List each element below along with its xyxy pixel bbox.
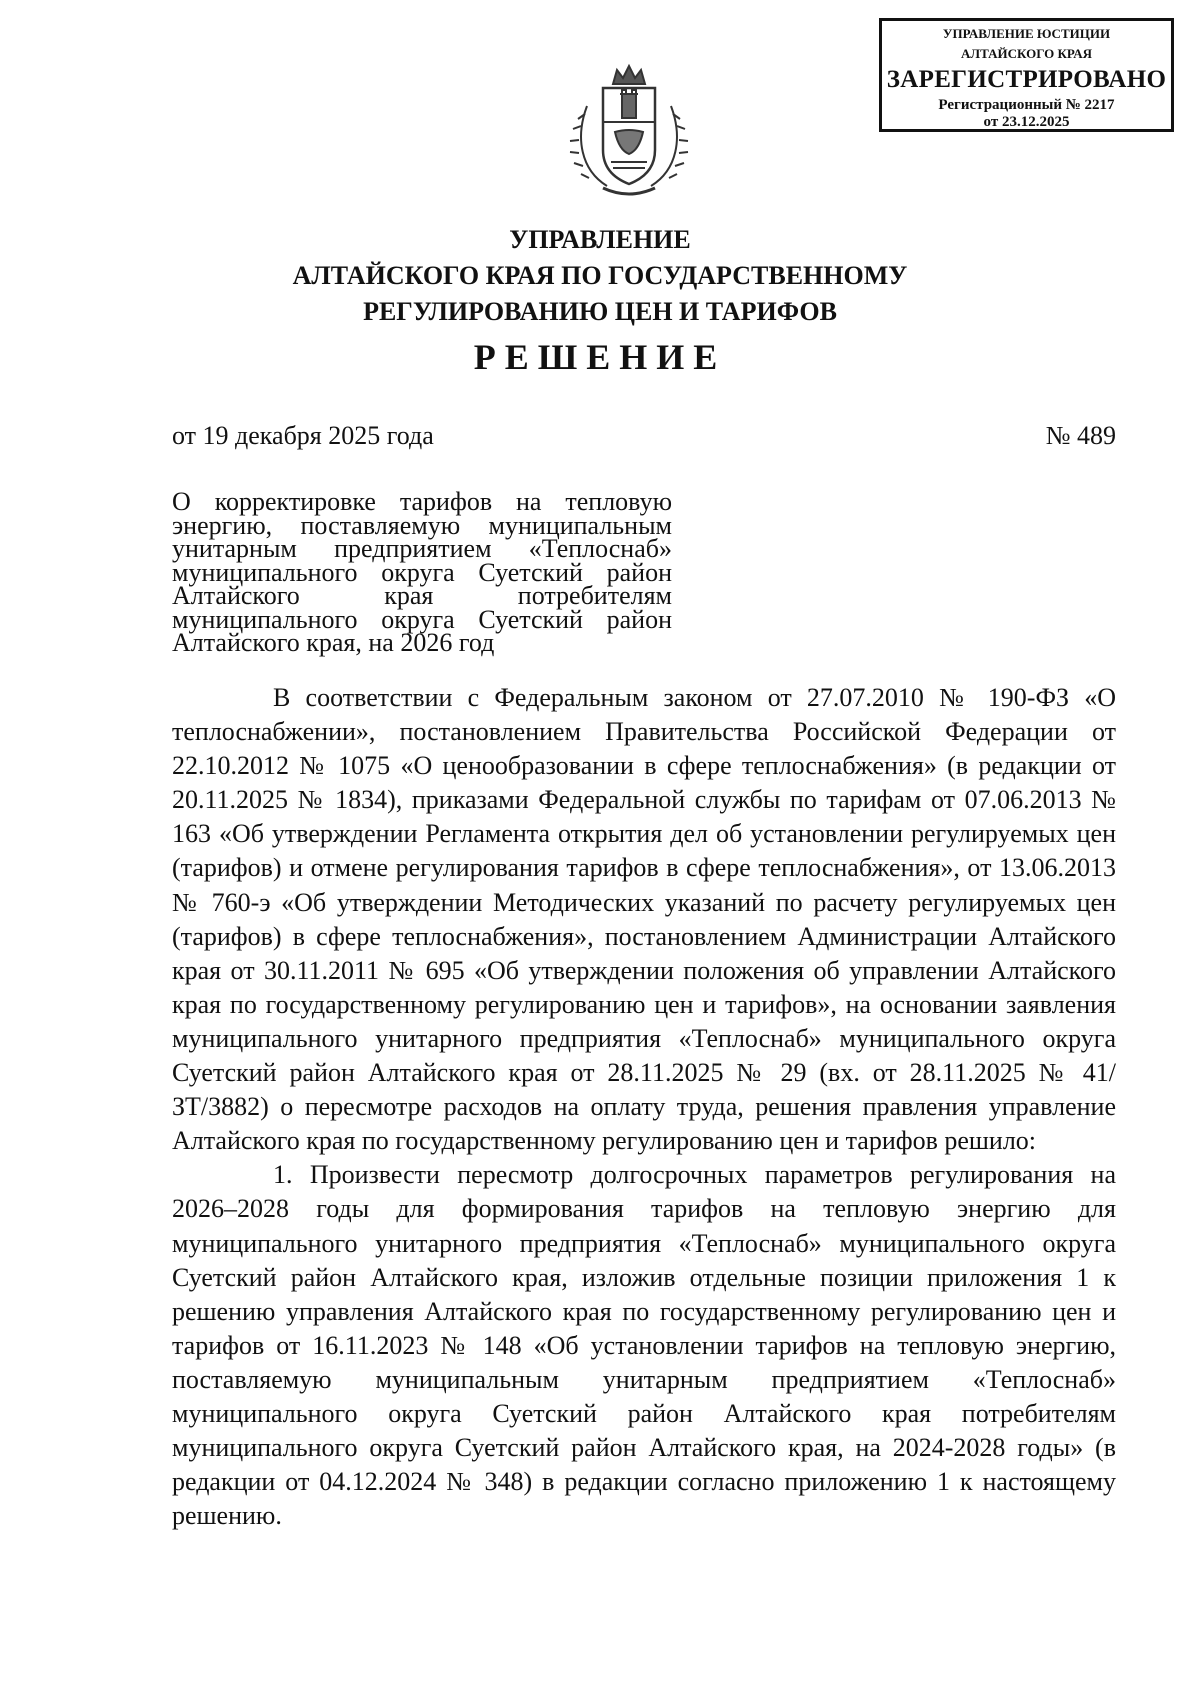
stamp-organization-line1: УПРАВЛЕНИЕ ЮСТИЦИИ bbox=[942, 26, 1111, 41]
decision-subject: О корректировке тарифов на тепловую энергию, поставляемую муниципальным унитарным предприятием «Теплоснаб» муниципального округа Суетский район Алтайского края потребителям муниципального округа Суетский район Алтайского края, на 2026 год bbox=[172, 487, 672, 657]
preamble-paragraph: В соответствии с Федеральным законом от 27.07.2010 № 190-ФЗ «О теплоснабжении», постановлением Правительства Российской Федерации от 22.10.2012 № 1075 «О ценообразовании в сфере теплоснабжения» (в редакции от 20.11.2025 № 1834), приказами Федеральной службы по тарифам от 07.06.2013 № 163 «Об утверждении Регламента открытия дел об установлении регулируемых цен (тарифов) и отмене регулирования тарифов в сфере теплоснабжения», от 13.06.2013 № 760-э «Об утверждении Методических указаний по расчету регулируемых цен (тарифов) в сфере теплоснабжения», постановлением Администрации Алтайского края от 30.11.2011 № 695 «Об утверждении положения об управлении Алтайского края по государственному регулированию цен и тарифов», на основании заявления муниципального унитарного предприятия «Теплоснаб» муниципального округа Суетский район Алтайского края от 28.11.2025 № 29 (вх. от 28.11.2025 № 41/ЗТ/3882) о пересмотре расходов на оплату труда, решения правления управление Алтайского края по государственному регулированию цен и тарифов решило: bbox=[172, 683, 1116, 1156]
decision-number: № 489 bbox=[1045, 421, 1116, 450]
decision-body bbox=[172, 681, 1116, 1533]
registration-stamp bbox=[879, 18, 1174, 132]
agency-header bbox=[0, 222, 1200, 330]
stamp-registration-number: Регистрационный № 2217 bbox=[938, 97, 1115, 113]
agency-line-1: УПРАВЛЕНИЕ bbox=[509, 225, 691, 254]
agency-line-2: АЛТАЙСКОГО КРАЯ ПО ГОСУДАРСТВЕННОМУ bbox=[292, 261, 908, 290]
stamp-status: ЗАРЕГИСТРИРОВАНО bbox=[886, 66, 1167, 93]
agency-line-3: РЕГУЛИРОВАНИЮ ЦЕН И ТАРИФОВ bbox=[363, 297, 837, 326]
coat-of-arms-icon bbox=[567, 58, 691, 204]
stamp-organization-line2: АЛТАЙСКОГО КРАЯ bbox=[961, 46, 1092, 61]
item-1-paragraph: 1. Произвести пересмотр долгосрочных параметров регулирования на 2026–2028 годы для формирования тарифов на тепловую энергию для муниципального унитарного предприятия «Теплоснаб» муниципального округа Суетский район Алтайского края, изложив отдельные позиции приложения 1 к решению управления Алтайского края по государственному регулированию цен и тарифов от 16.11.2023 № 148 «Об установлении тарифов на тепловую энергию, поставляемую муниципальным унитарным предприятием «Теплоснаб» муниципального округа Суетский район Алтайского края потребителям муниципального округа Суетский район Алтайского края, на 2024-2028 годы» (в редакции от 04.12.2024 № 348) в редакции согласно приложению 1 к настоящему решению. bbox=[172, 1160, 1116, 1531]
stamp-registration-date: от 23.12.2025 bbox=[983, 114, 1070, 130]
document-type-title: РЕШЕНИЕ bbox=[473, 337, 727, 377]
decision-date: от 19 декабря 2025 года bbox=[172, 421, 434, 450]
